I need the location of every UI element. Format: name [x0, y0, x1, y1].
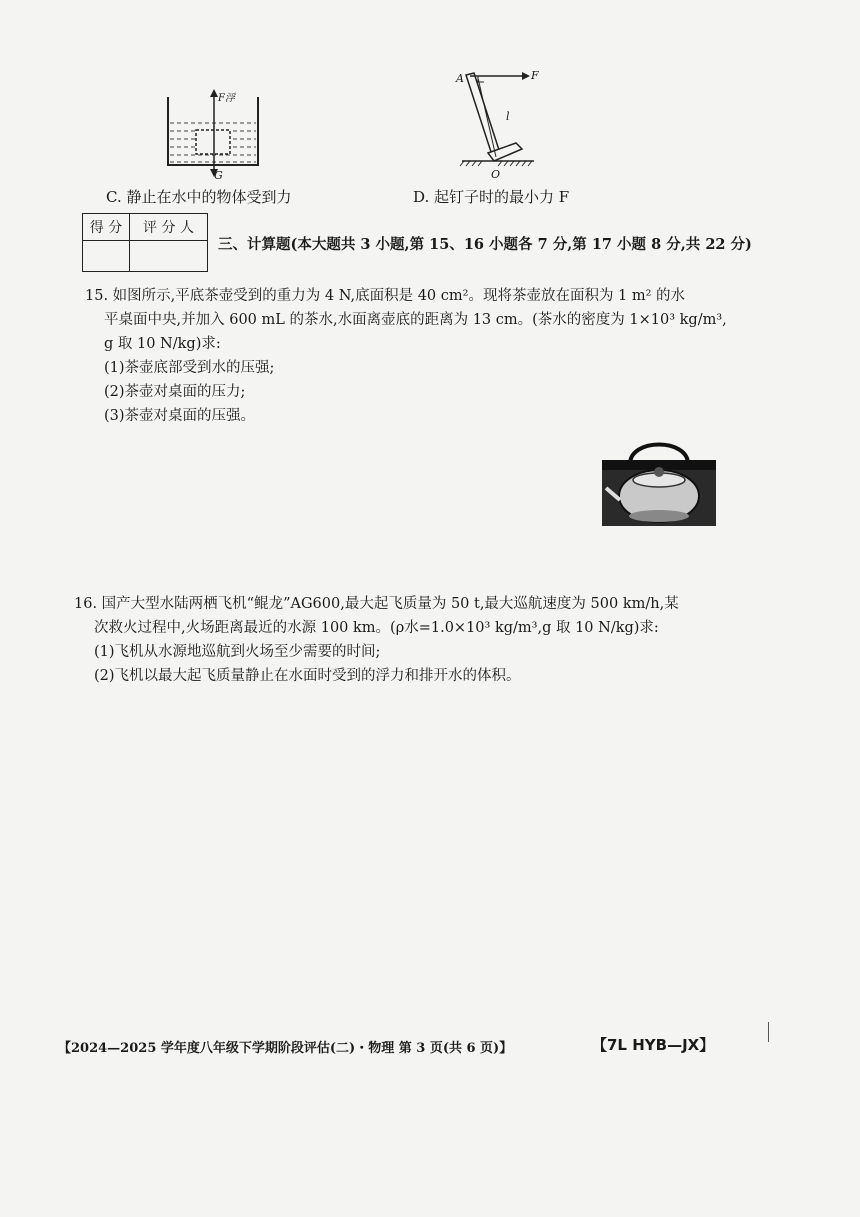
q15-sub1: (1)茶壶底部受到水的压强; — [104, 360, 275, 376]
q16-sub1: (1)飞机从水源地巡航到火场至少需要的时间; — [94, 644, 381, 660]
lever-diagram — [450, 65, 560, 175]
margin-mark — [768, 1022, 769, 1042]
grader-header: 评 分 人 — [130, 214, 208, 241]
caption-c: C. 静止在水中的物体受到力 — [106, 188, 292, 206]
q15-line1: 15. 如图所示,平底茶壶受到的重力为 4 N,底面积是 40 cm²。现将茶壶放在面积为 1 m² 的水 — [85, 288, 686, 304]
label-a: A — [456, 72, 464, 85]
q15-sub2: (2)茶壶对桌面的压力; — [104, 384, 246, 400]
section-title: 三、计算题(本大题共 3 小题,第 15、16 小题各 7 分,第 17 小题 8 分,共 22 分) — [218, 236, 752, 253]
footer-left: 【2024—2025 学年度八年级下学期阶段评估(二)・物理 第 3 页(共 6 页)】 — [58, 1041, 513, 1056]
score-cell[interactable] — [83, 241, 130, 272]
score-header: 得 分 — [83, 214, 130, 241]
label-f-buoyancy: F浮 — [218, 93, 235, 104]
q16-line2: 次救火过程中,火场距离最近的水源 100 km。(ρ水=1.0×10³ kg/m³,g 取 10 N/kg)求: — [94, 620, 659, 636]
teapot-photo — [600, 434, 718, 526]
label-g: G — [214, 169, 223, 182]
label-o: O — [491, 168, 501, 181]
grader-cell[interactable] — [130, 241, 208, 272]
q16-sub2: (2)飞机以最大起飞质量静止在水面时受到的浮力和排开水的体积。 — [94, 668, 521, 684]
score-table — [82, 213, 208, 272]
q15-line3: g 取 10 N/kg)求: — [104, 336, 221, 352]
label-f: F — [531, 69, 539, 82]
q15-line2: 平桌面中央,并加入 600 mL 的茶水,水面离壶底的距离为 13 cm。(茶水的密度为 1×10³ kg/m³, — [104, 312, 727, 328]
q16-line1: 16. 国产大型水陆两栖飞机“鲲龙”AG600,最大起飞质量为 50 t,最大巡航速度为 500 km/h,某 — [74, 596, 679, 612]
footer-code: 【7L HYB—JX】 — [592, 1036, 715, 1054]
caption-d: D. 起钉子时的最小力 F — [413, 188, 570, 206]
label-l: l — [506, 110, 510, 123]
q15-sub3: (3)茶壶对桌面的压强。 — [104, 408, 256, 424]
